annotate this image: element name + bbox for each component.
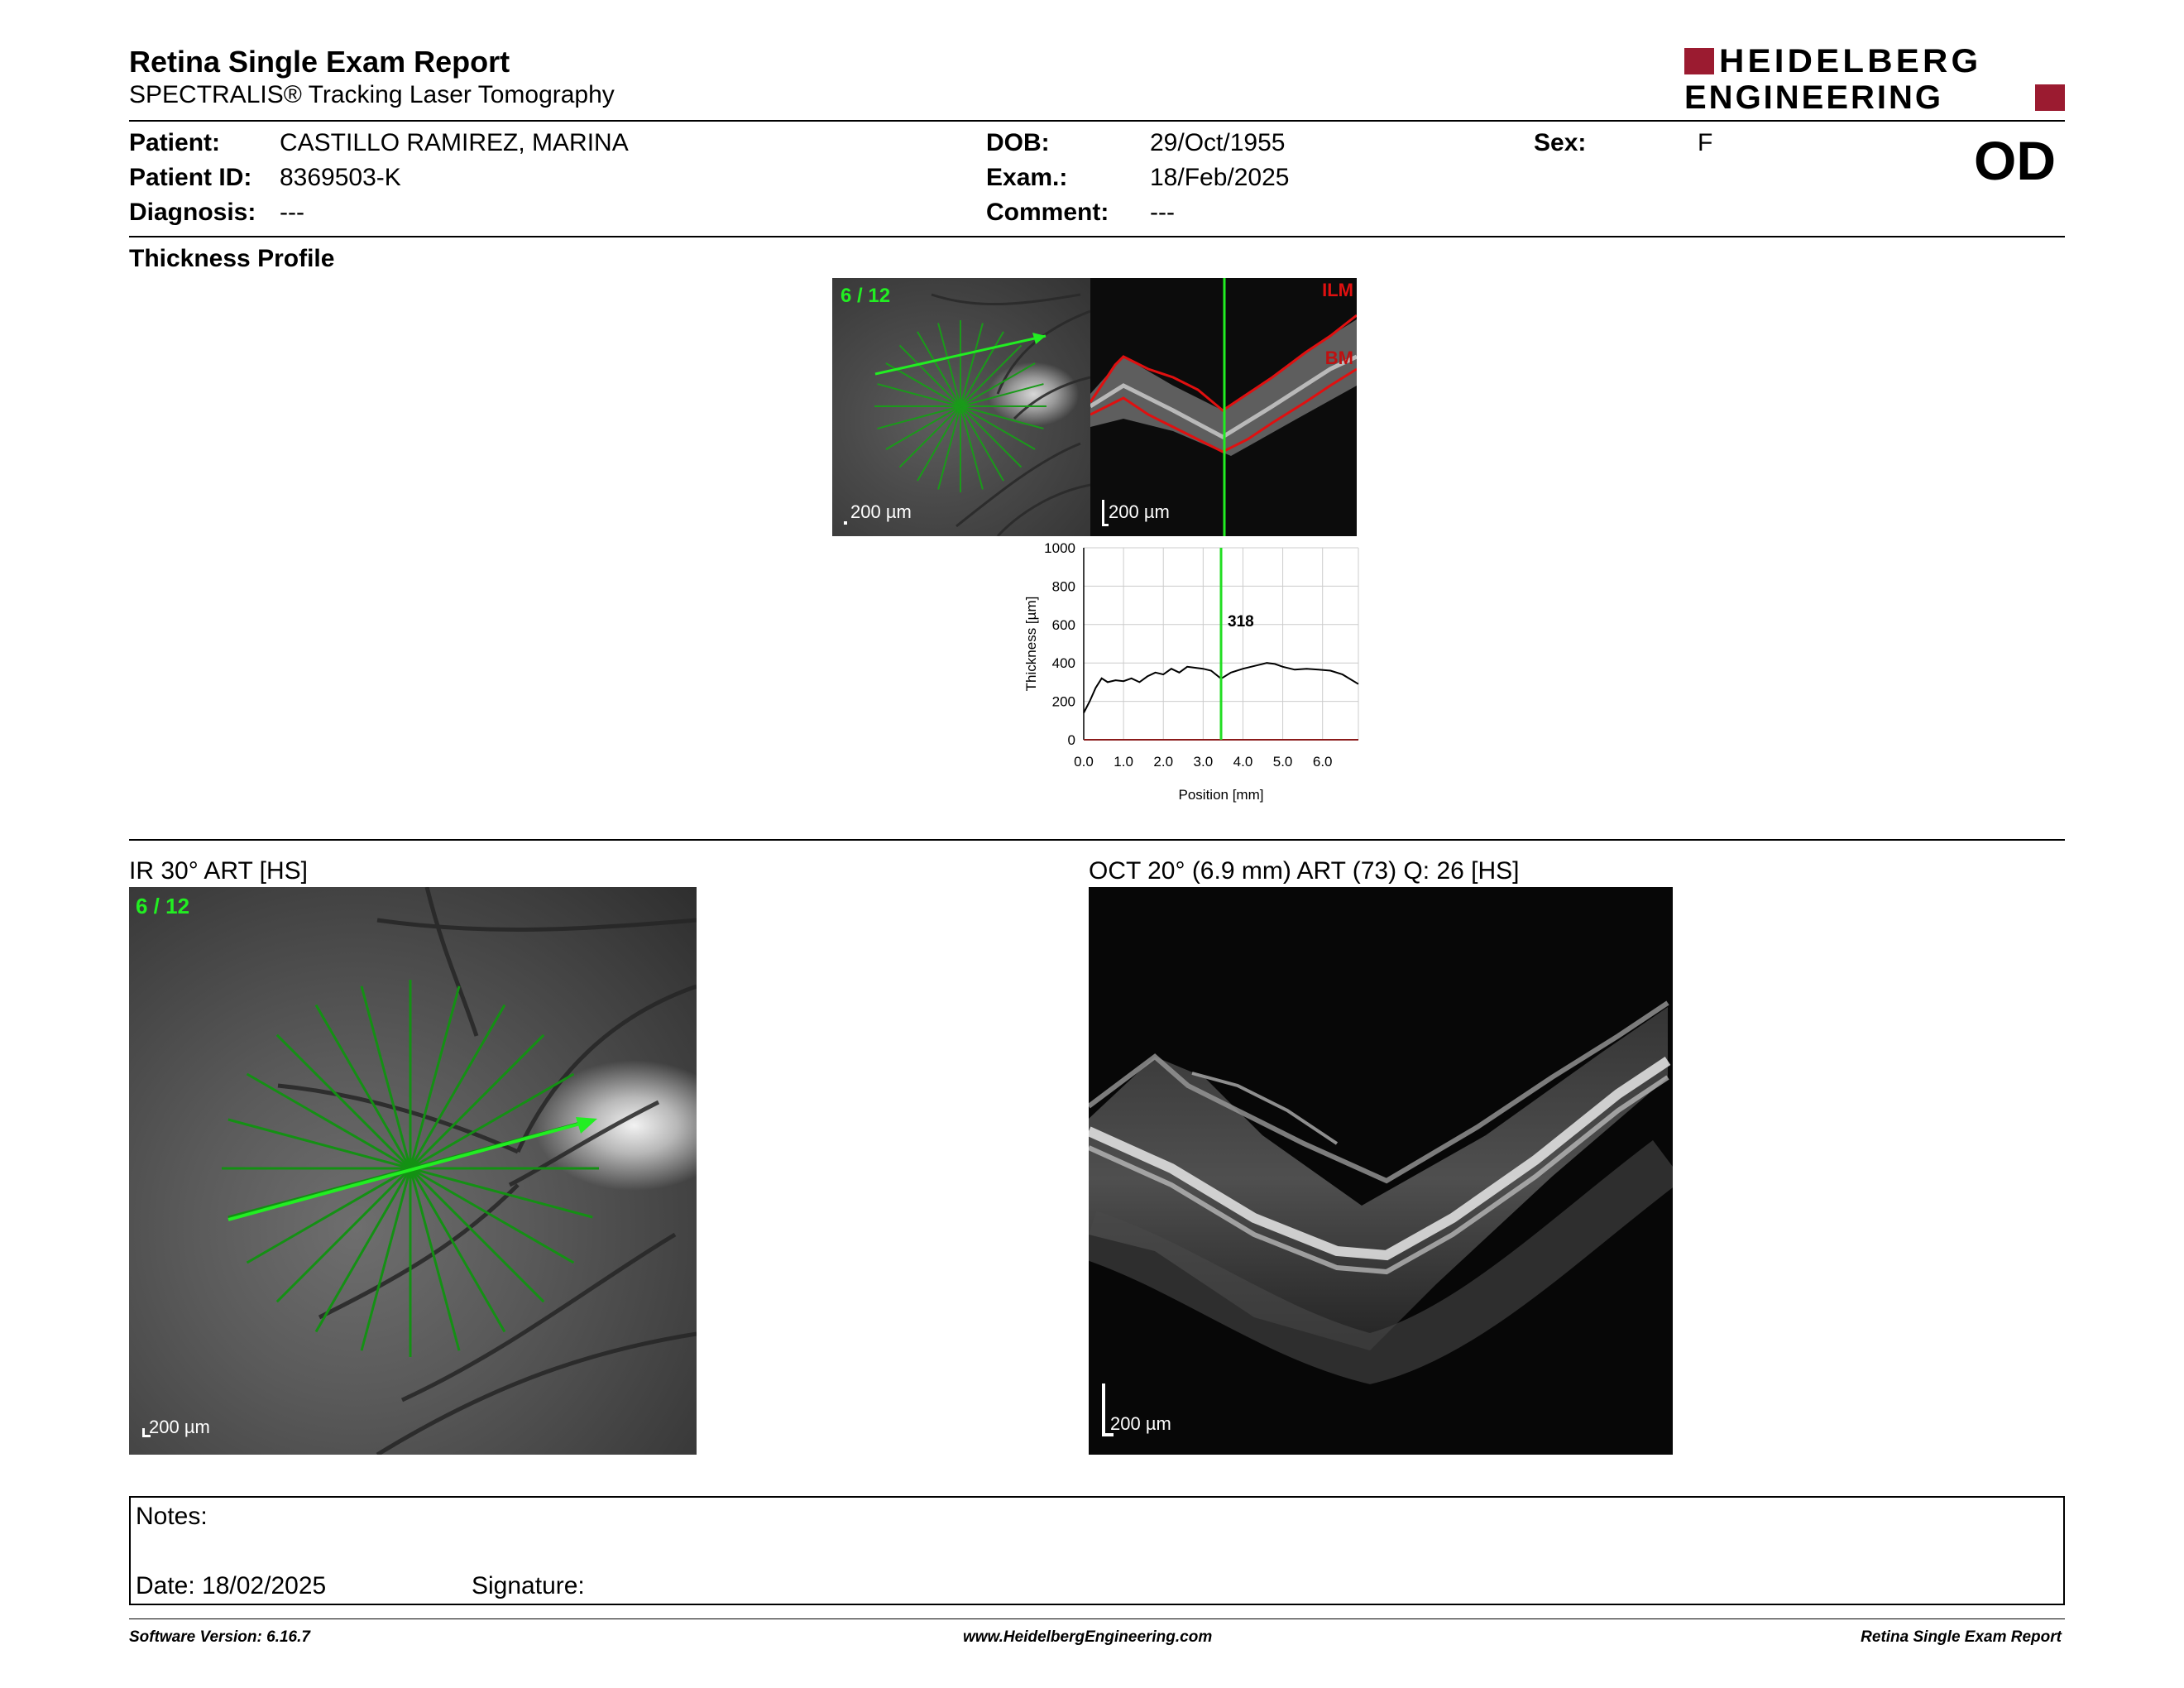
chart-x-tick-label: 2.0 [1153,754,1174,770]
chart-x-tick-label: 3.0 [1193,754,1214,770]
small-oct-image [1090,278,1357,536]
sex-label: Sex: [1534,129,1587,156]
chart-x-tick-label: 0.0 [1074,754,1094,770]
notes-label: Notes: [136,1503,208,1530]
small-fundus-image [832,278,1090,536]
small-fundus-overlay [832,278,1090,536]
chart-y-tick-label: 600 [1051,616,1075,633]
oct-bscan-image [1089,887,1673,1455]
report-title: Retina Single Exam Report [129,45,510,79]
patient-id-label: Patient ID: [129,164,252,191]
chart-x-tick-label: 4.0 [1233,754,1253,770]
oct-scale-bar-v [1102,1383,1105,1436]
header-rule-top [129,120,2065,122]
eye-indicator: OD [1974,130,2056,191]
oct-panel-title: OCT 20° (6.9 mm) ART (73) Q: 26 [HS] [1089,857,1520,885]
footer-rule [129,1618,2065,1619]
small-scan-counter: 6 / 12 [841,285,891,307]
report-subtitle: SPECTRALIS® Tracking Laser Tomography [129,81,615,108]
dob-label: DOB: [986,129,1050,156]
footer-report-name: Retina Single Exam Report [1861,1628,2062,1646]
logo-square-bottom [2035,84,2065,111]
logo-line2: ENGINEERING [1684,79,1944,116]
notes-box[interactable] [129,1496,2065,1605]
chart-x-tick-label: 1.0 [1114,754,1133,770]
sex-value: F [1698,129,1713,156]
patient-label: Patient: [129,129,221,156]
chart-y-tick-label: 200 [1051,693,1075,710]
dob-value: 29/Oct/1955 [1150,129,1286,156]
small-oct-overlay [1090,278,1357,536]
chart-cursor-value-label: 318 [1228,612,1254,631]
small-oct-scale-bar-v [1102,500,1104,526]
small-fundus-scale-label: 200 µm [850,501,912,522]
small-oct-scale-label: 200 µm [1109,501,1170,522]
oct-bscan-overlay [1089,887,1673,1455]
chart-y-tick-label: 800 [1051,578,1075,595]
chart-y-tick-label: 400 [1051,655,1075,672]
chart-x-axis-label: Position [mm] [1178,787,1264,803]
patient-id: 8369503-K [280,164,401,191]
diagnosis-label: Diagnosis: [129,199,256,226]
small-fundus-scale-bar [844,521,847,525]
ir-fundus-image [129,887,697,1455]
chart-y-tick-label: 0 [1067,732,1075,748]
heidelberg-logo [1684,43,2065,116]
ir-scan-counter: 6 / 12 [136,894,190,918]
chart-y-tick-label: 1000 [1044,540,1075,556]
logo-line1: HEIDELBERG [1719,43,1982,79]
small-oct-scale-bar-h [1102,524,1109,526]
comment-value: --- [1150,199,1175,226]
chart-x-tick-label: 6.0 [1312,754,1333,770]
chart-y-axis-label: Thickness [µm] [1023,596,1039,692]
thickness-profile-heading: Thickness Profile [129,245,335,272]
exam-label: Exam.: [986,164,1068,191]
thickness-chart [1009,538,1373,819]
notes-signature-label: Signature: [472,1572,585,1599]
patient-name: CASTILLO RAMIREZ, MARINA [280,129,629,156]
exam-value: 18/Feb/2025 [1150,164,1290,191]
ir-scan-arrow [576,1117,597,1134]
oct-scale-label: 200 µm [1110,1413,1171,1434]
footer-software-version: Software Version: 6.16.7 [129,1628,310,1646]
chart-tick-labels [1044,540,1332,770]
bm-label: BM [1324,348,1353,368]
logo-square-top [1684,48,1714,74]
header-rule-bottom [129,236,2065,237]
chart-x-tick-label: 5.0 [1272,754,1293,770]
ir-scale-label: 200 µm [149,1417,210,1437]
section-rule [129,839,2065,841]
diagnosis-value: --- [280,199,304,226]
notes-date: Date: 18/02/2025 [136,1572,327,1599]
footer-website-link[interactable]: www.HeidelbergEngineering.com [963,1628,1213,1646]
ilm-label: ILM [1322,280,1353,300]
ir-fundus-overlay [129,887,697,1455]
comment-label: Comment: [986,199,1109,226]
ir-panel-title: IR 30° ART [HS] [129,857,308,885]
